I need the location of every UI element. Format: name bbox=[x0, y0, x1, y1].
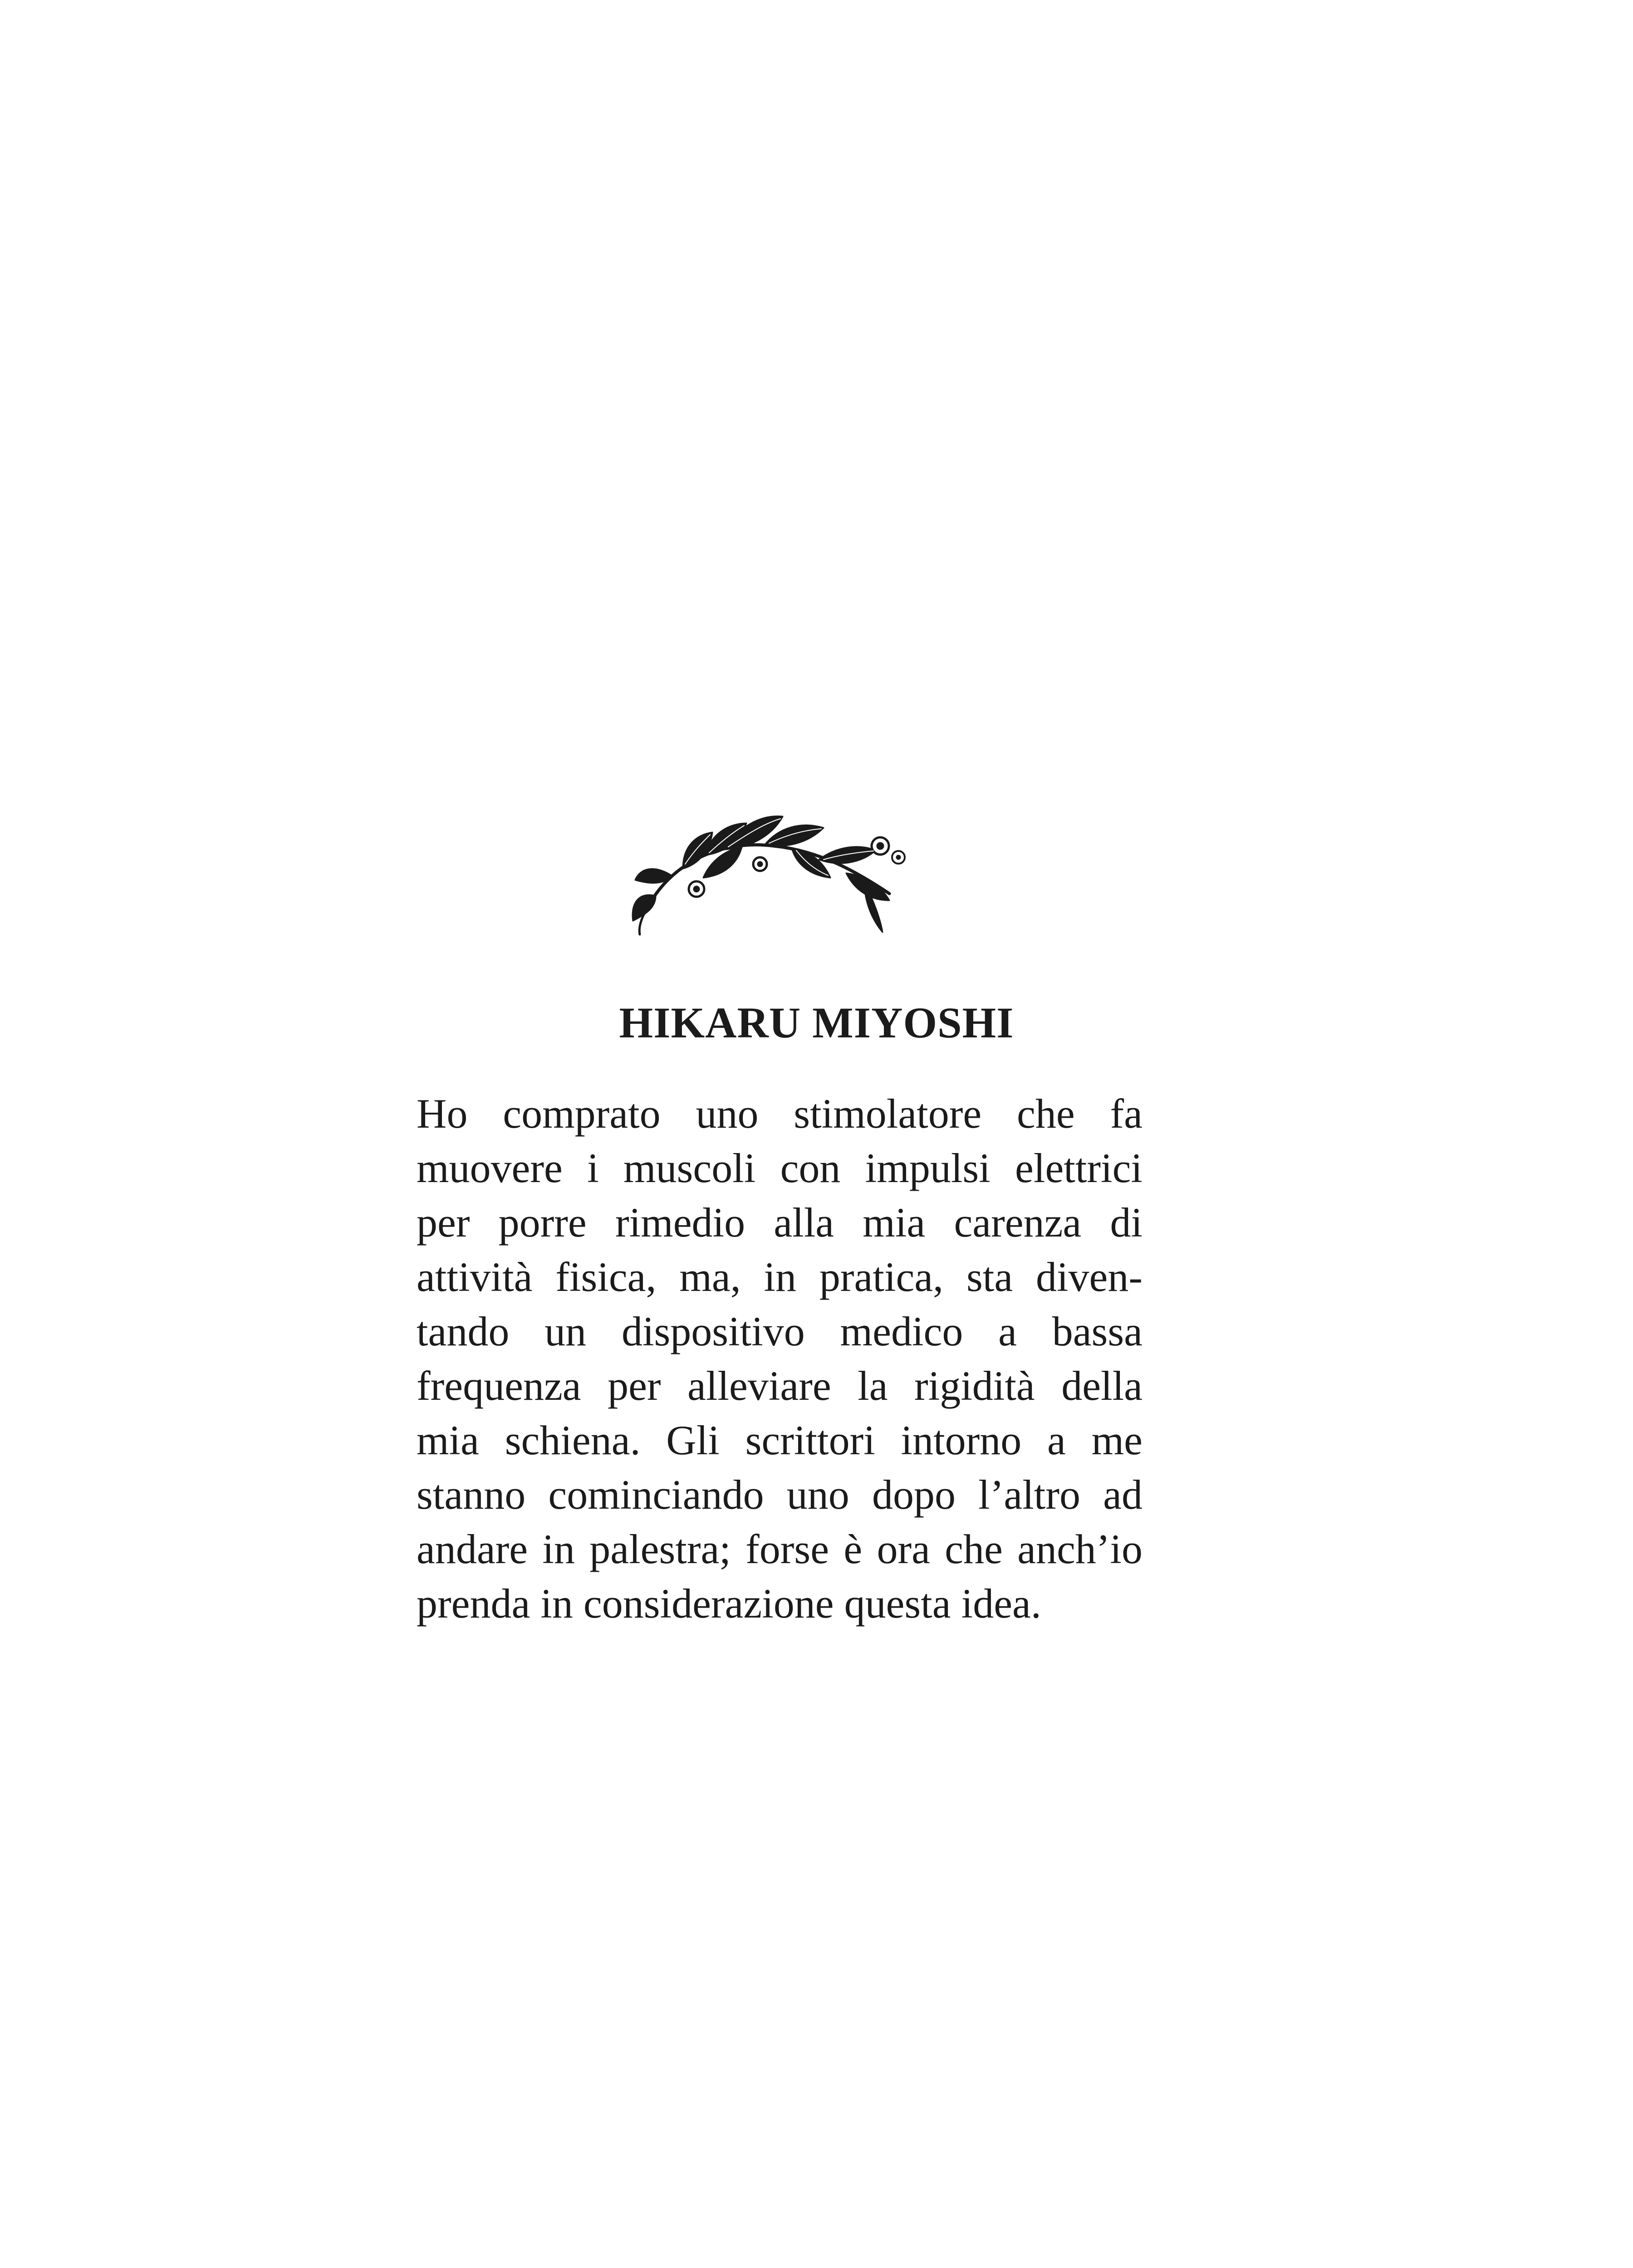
bio-line: Ho comprato uno stimolatore che fa bbox=[417, 1090, 1143, 1137]
bio-line: mia schiena. Gli scrittori intorno a me bbox=[417, 1417, 1143, 1463]
author-name: HIKARU MIYOSHI bbox=[619, 998, 1014, 1047]
bio-line: per porre rimedio alla mia carenza di bbox=[417, 1199, 1143, 1246]
bio-line: andare in palestra; forse è ora che anch’io bbox=[417, 1526, 1143, 1572]
laurel-branch-icon bbox=[628, 796, 912, 937]
bio-line: stanno cominciando uno dopo l’altro ad bbox=[417, 1471, 1143, 1518]
bio-line: frequenza per alleviare la rigidità della bbox=[417, 1363, 1143, 1409]
bio-line: tando un dispositivo medico a bassa bbox=[417, 1308, 1143, 1354]
bio-line: muovere i muscoli con impulsi elettrici bbox=[417, 1145, 1143, 1191]
bio-line: prenda in considerazione questa idea. bbox=[417, 1580, 1041, 1627]
bio-line: attività fisica, ma, in pratica, sta diven- bbox=[417, 1254, 1143, 1300]
author-bio bbox=[417, 1086, 1143, 1631]
